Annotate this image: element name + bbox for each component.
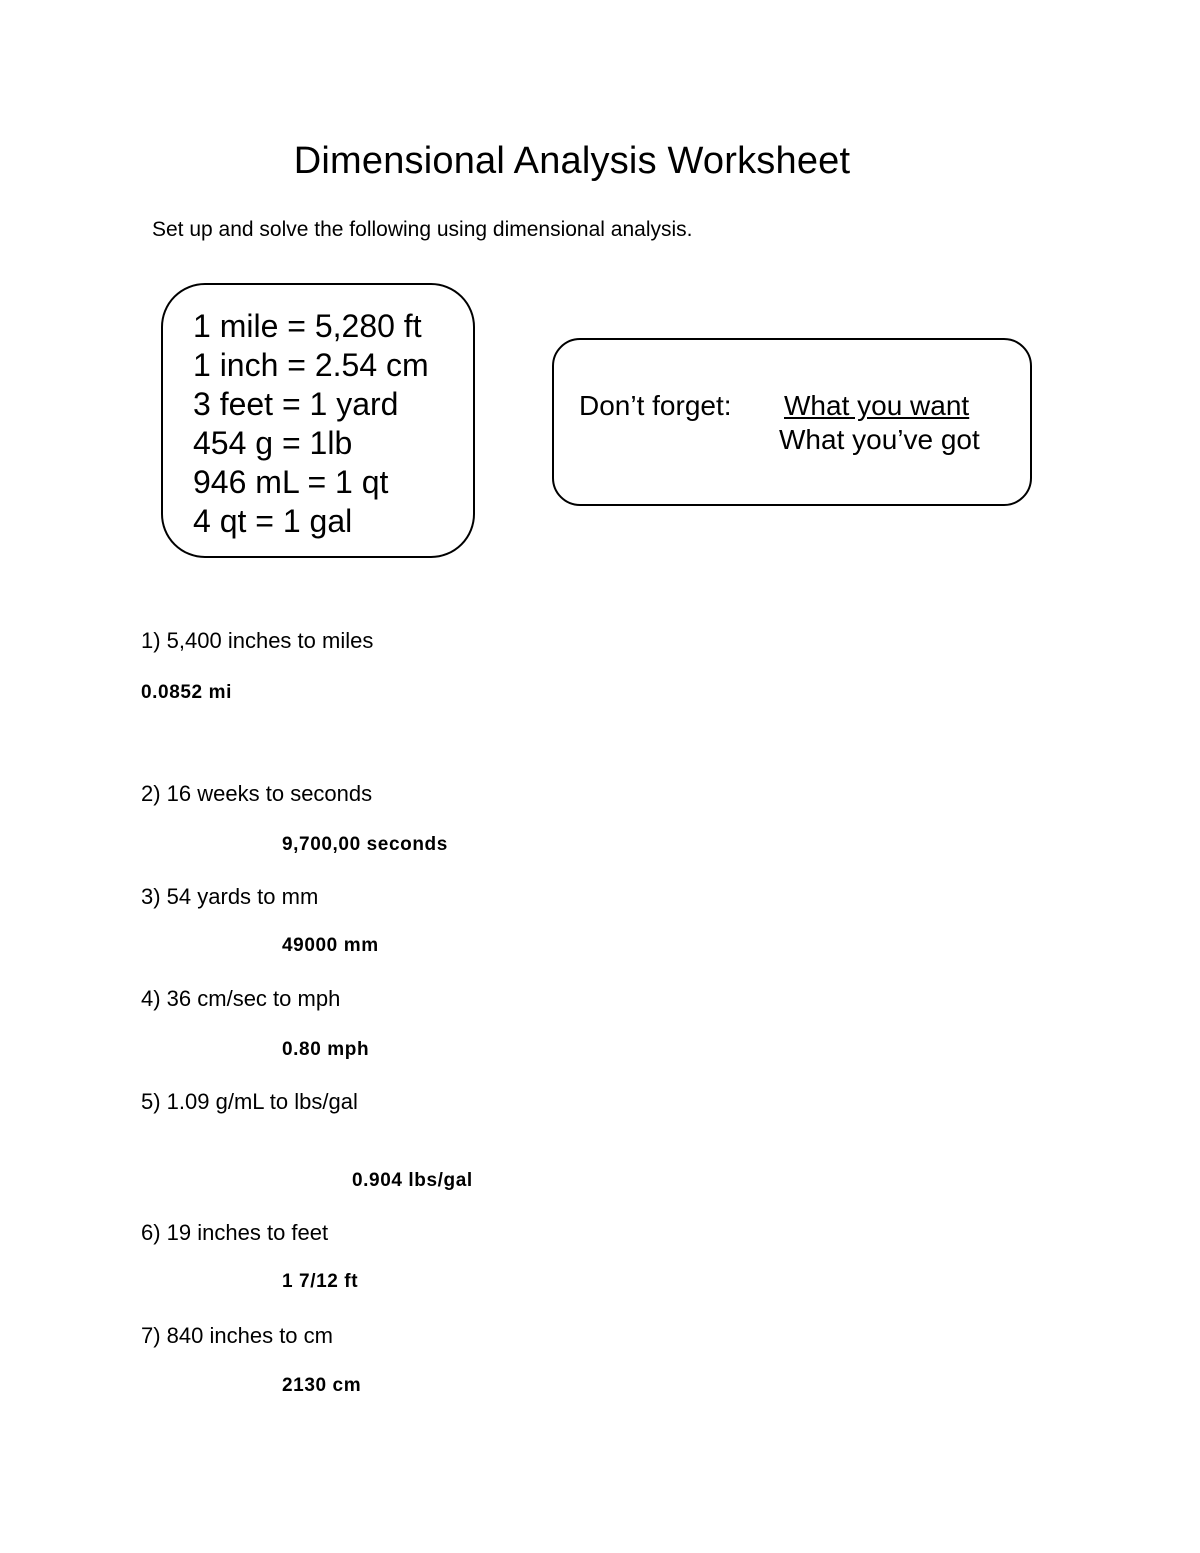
problem-3-question: 3) 54 yards to mm (141, 884, 319, 909)
problem-2-answer: 9,700,00 seconds (282, 834, 448, 855)
problem-5-question: 5) 1.09 g/mL to lbs/gal (141, 1089, 358, 1114)
problem-6-answer: 1 7/12 ft (282, 1271, 359, 1292)
problem-4-question: 4) 36 cm/sec to mph (141, 986, 341, 1011)
problem-1-answer: 0.0852 mi (141, 682, 232, 703)
problem-4-answer: 0.80 mph (282, 1039, 370, 1060)
conversion-item: 946 mL = 1 qt (193, 464, 389, 500)
conversion-item: 454 g = 1lb (193, 425, 353, 461)
problem-2-question: 2) 16 weeks to seconds (141, 781, 373, 806)
problem-6-question: 6) 19 inches to feet (141, 1220, 329, 1245)
conversion-item: 4 qt = 1 gal (193, 503, 353, 539)
problem-7-question: 7) 840 inches to cm (141, 1323, 333, 1348)
reminder-box (552, 338, 1032, 506)
reminder-denominator: What you’ve got (779, 424, 980, 455)
problem-3-answer: 49000 mm (282, 935, 379, 956)
page-title: Dimensional Analysis Worksheet (293, 140, 851, 182)
reminder-label: Don’t forget: (579, 390, 732, 421)
conversion-item: 1 mile = 5,280 ft (193, 308, 422, 344)
conversion-item: 1 inch = 2.54 cm (193, 347, 429, 383)
conversion-factors-box (161, 283, 475, 558)
problem-5-answer: 0.904 lbs/gal (352, 1170, 473, 1191)
conversion-list (193, 307, 429, 541)
reminder-numerator: What you want (784, 390, 970, 421)
problem-7-answer: 2130 cm (282, 1375, 362, 1396)
instructions-text: Set up and solve the following using dimensional analysis. (152, 218, 693, 241)
conversion-item: 3 feet = 1 yard (193, 386, 399, 422)
problem-1-question: 1) 5,400 inches to miles (141, 628, 374, 653)
